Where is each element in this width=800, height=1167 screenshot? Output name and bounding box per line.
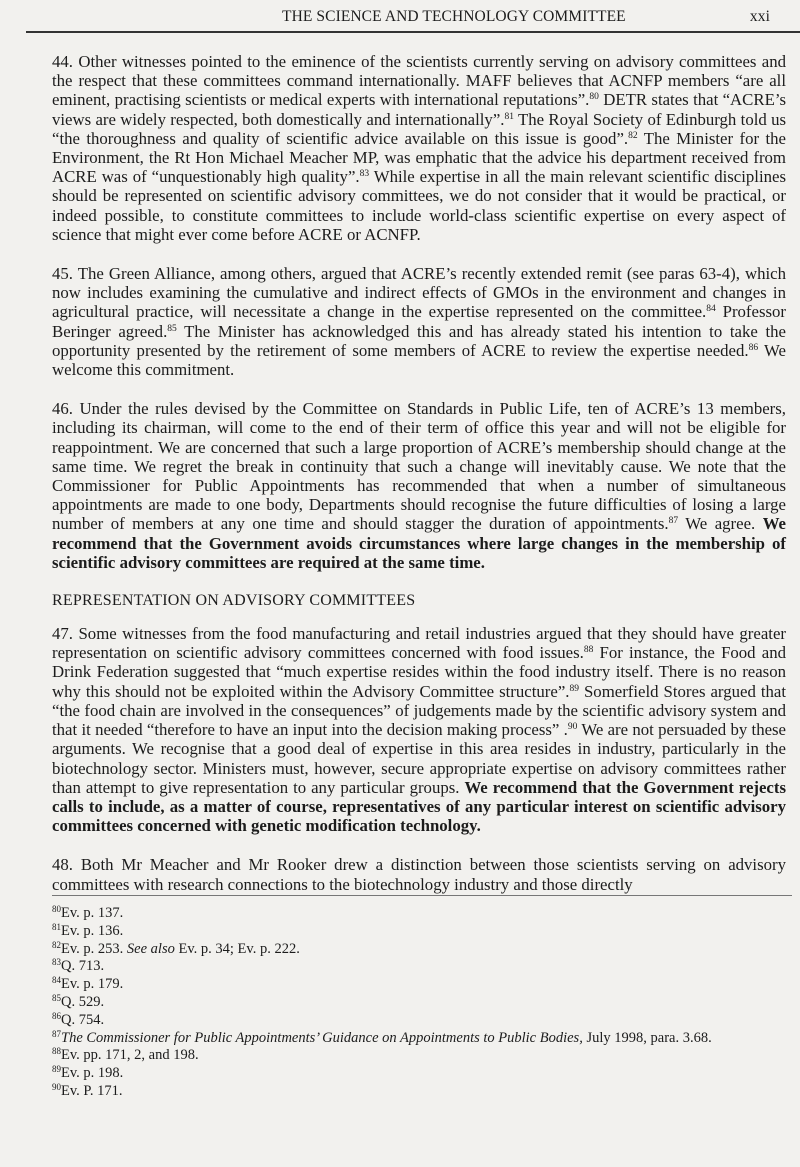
footnote <box>52 994 792 1012</box>
footnote-number: 80 <box>52 904 61 914</box>
section-heading: REPRESENTATION ON ADVISORY COMMITTEES <box>52 592 416 610</box>
footnote-rule <box>52 895 792 896</box>
footnote-text: Ev. pp. 171, 2, and 198. <box>61 1047 199 1064</box>
footnote <box>52 1030 792 1048</box>
footnote <box>52 941 792 959</box>
paragraph-group-2 <box>52 624 786 894</box>
header-rule <box>26 31 800 33</box>
footnote <box>52 923 792 941</box>
footnote-text: Ev. p. 34; Ev. p. 222. <box>174 940 300 957</box>
footnote-text: Ev. p. 198. <box>61 1065 124 1082</box>
footnote-text: Ev. P. 171. <box>61 1082 123 1099</box>
paragraph-text: 47. Some witnesses from the food manufacturing and retail industries argued that they should have greater representation on scientific advisory committees concerned with food issues. <box>52 624 786 663</box>
paragraph <box>52 855 786 893</box>
paragraph-text: While expertise in all the main relevant scientific disciplines should be represented on scientific advisory committees, we do not consider that it would be practical, or indeed possible, to constitute committees to include world-class scientific expertise on every aspect of science that might ever come before ACRE or ACNFP. <box>52 167 786 244</box>
footnote-number: 87 <box>52 1028 61 1039</box>
footnotes <box>52 905 792 1101</box>
footnote-text: Q. 529. <box>61 993 105 1010</box>
paragraph <box>52 624 786 835</box>
footnote-text: Ev. p. 179. <box>61 976 124 993</box>
page-number: xxi <box>749 8 770 25</box>
footnote <box>52 1065 792 1083</box>
paragraph-text: 44. Other witnesses pointed to the eminence of the scientists currently serving on advisory committees and the respect that these committees command internationally. MAFF believes that ACNFP members “are all eminent, practising scientists or medical experts with international reputations”. <box>52 52 786 110</box>
paragraph-text: 45. The Green Alliance, among others, argued that ACRE’s recently extended remit (see paras 63-4), which now includes examining the cumulative and indirect effects of GMOs in the environment and changes in agricultural practice, will necessitate a change in the expertise represented on the committee. <box>52 264 786 322</box>
footnote <box>52 976 792 994</box>
footnote <box>52 958 792 976</box>
footnote-text: Q. 754. <box>61 1011 105 1028</box>
footnote-number: 89 <box>52 1064 61 1075</box>
footnote-number: 88 <box>52 1046 61 1057</box>
recommendation-text: We recommend that the Government rejects calls to include, as a matter of course, representatives of any particular interest on scientific advisory committees concerned with genetic modification technology. <box>52 777 786 836</box>
footnote-ref: 86 <box>748 342 759 353</box>
footnote-number: 85 <box>52 992 61 1003</box>
footnote-number: 86 <box>52 1010 61 1021</box>
paragraph-text: We welcome this commitment. <box>52 340 786 380</box>
paragraph <box>52 264 786 379</box>
footnote-text: Ev. p. 253. <box>61 940 127 957</box>
paragraph-text: The Royal Society of Edinburgh told us “the thoroughness and quality of scientific advice available on this issue is good”. <box>52 109 787 148</box>
footnote-ref: 89 <box>569 683 579 694</box>
footnote-italic: See also <box>126 940 175 957</box>
footnote-ref: 80 <box>589 92 599 103</box>
footnote-number: 82 <box>52 939 61 950</box>
paragraph-text: Somerfield Stores argued that “the food chain are involved in the consequences” of judgements made by the scientific advisory system and that it needed “therefore to have an input into the decision making process” . <box>52 681 786 740</box>
footnote-text: Q. 713. <box>61 958 105 975</box>
footnote <box>52 1047 792 1065</box>
footnote <box>52 1083 792 1101</box>
footnote-ref: 87 <box>668 516 679 527</box>
footnote <box>52 1012 792 1030</box>
paragraph-text: For instance, the Food and Drink Federation suggested that “much expertise resides within the food industry itself. There is no reason why this should not be exploited within the Advisory Committee structure”. <box>52 643 786 701</box>
footnote-ref: 84 <box>706 304 716 315</box>
paragraph-group-1 <box>52 52 786 572</box>
paragraph <box>52 399 786 572</box>
footnote-number: 84 <box>52 975 61 986</box>
footnote-text: July 1998, para. 3.68. <box>582 1029 712 1046</box>
paragraph-text: We are not persuaded by these arguments. We recognise that a good deal of expertise in this area resides in industry, particularly in the biotechnology sector. Ministers must, however, secure appropriate expertise on advisory committees rather than attempt to give representation to any particular groups. <box>52 720 787 797</box>
paragraph-text: The Minister has acknowledged this and has already stated his intention to take the opportunity presented by the retirement of some members of ACRE to review the expertise needed. <box>52 321 786 360</box>
footnote-ref: 81 <box>504 111 514 122</box>
running-header <box>0 6 800 30</box>
footnote-number: 90 <box>52 1081 61 1092</box>
paragraph-text: 46. Under the rules devised by the Committee on Standards in Public Life, ten of ACRE’s 13 members, including its chairman, will come to the end of their term of office this year and will not be eligible for reappointment. We are concerned that such a large proportion of ACRE’s membership should change at the same time. We regret the break in continuity that such a change will inevitably cause. We note that the Commissioner for Public Appointments has recommended that when a number of simultaneous appointments are made to one body, Departments should recognise the future difficulties of losing a large number of members at any one time and should stagger the duration of appointments. <box>52 399 786 534</box>
footnote-ref: 83 <box>359 169 370 180</box>
footnote-text: Ev. p. 137. <box>61 905 124 921</box>
recommendation-text: We recommend that the Government avoids circumstances where large changes in the membership of scientific advisory committees are required at the same time. <box>52 514 787 572</box>
footnote-ref: 90 <box>567 722 578 733</box>
running-title: THE SCIENCE AND TECHNOLOGY COMMITTEE <box>282 8 626 25</box>
footnote <box>52 905 792 923</box>
footnote-number: 83 <box>52 957 61 968</box>
paragraph-text: Professor Beringer agreed. <box>52 302 786 341</box>
paragraph <box>52 52 786 244</box>
footnote-number: 81 <box>52 921 61 932</box>
paragraph-text: The Minister for the Environment, the Rt Hon Michael Meacher MP, was emphatic that the advice his department received from ACRE was of “unquestionably high quality”. <box>52 128 786 187</box>
paragraph-text: DETR states that “ACRE’s views are widely respected, both domestically and internationally”. <box>52 90 787 129</box>
footnote-ref: 82 <box>628 130 638 141</box>
footnote-text: Ev. p. 136. <box>61 922 124 939</box>
footnote-italic: The Commissioner for Public Appointments’ Guidance on Appointments to Public Bodies, <box>61 1029 583 1046</box>
paragraph-text: We agree. <box>678 514 763 534</box>
footnote-ref: 85 <box>167 323 177 334</box>
footnote-ref: 88 <box>583 645 594 656</box>
main-text <box>52 52 786 914</box>
paragraph-text: 48. Both Mr Meacher and Mr Rooker drew a distinction between those scientists serving on advisory committees with research connections to the biotechnology industry and those directly <box>52 855 786 894</box>
